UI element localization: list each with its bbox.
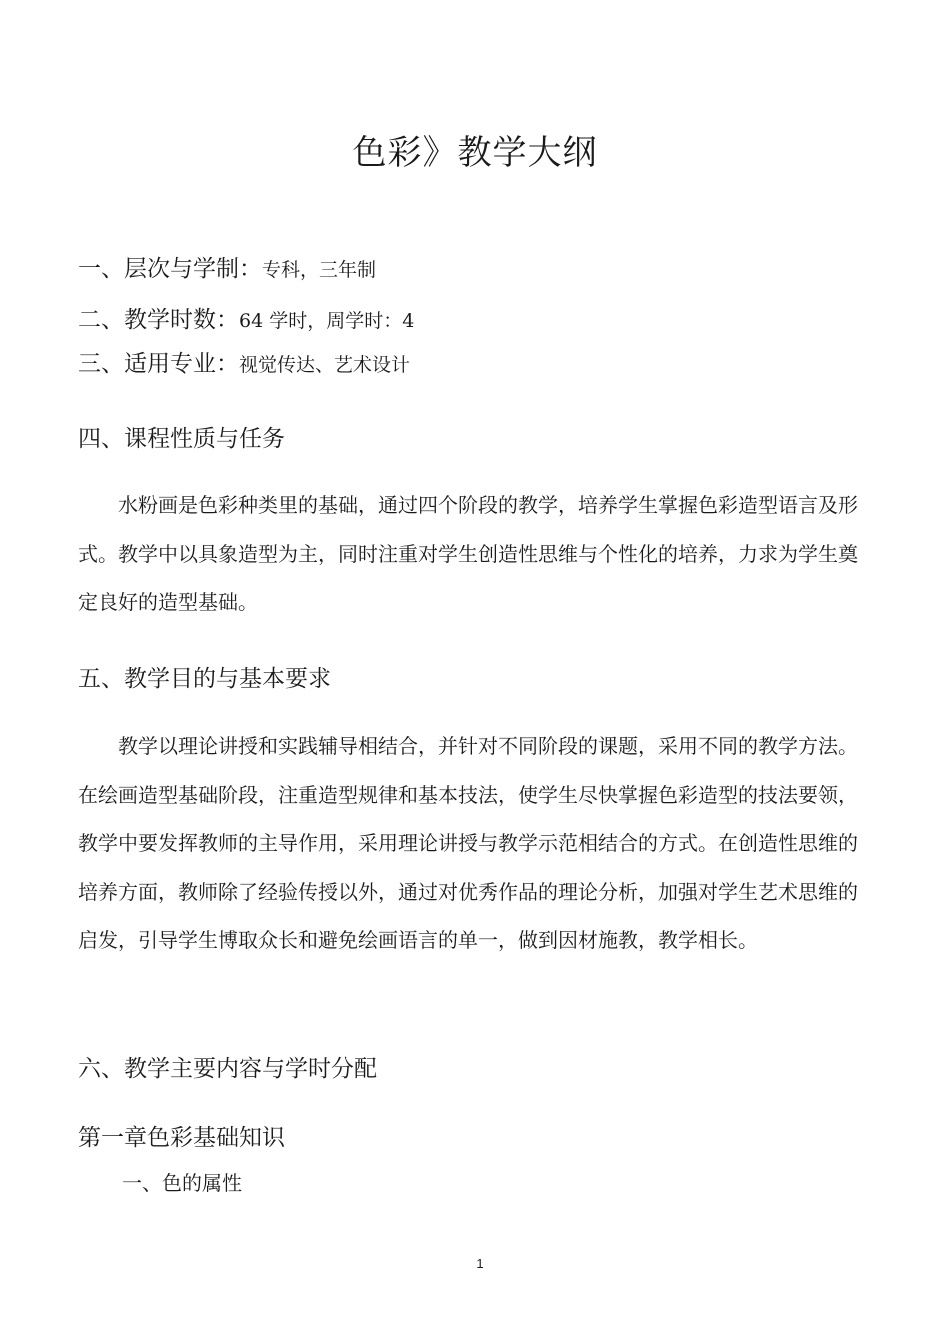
info-major-value: 视觉传达、艺术设计 [239, 354, 411, 376]
section5-heading: 五、教学目的与基本要求 [78, 666, 331, 692]
document-title: 色彩》教学大纲 [352, 133, 598, 173]
info-hours-value: 64 学时，周学时：4 [239, 310, 415, 332]
info-hours-label: 二、教学时数： [78, 307, 239, 333]
section4-body: 水粉画是色彩种类里的基础，通过四个阶段的教学，培养学生掌握色彩造型语言及形式。教学中以具象造型为主，同时注重对学生创造性思维与个性化的培养，力求为学生奠定良好的造型基础。 [78, 493, 858, 614]
info-level [78, 252, 376, 287]
section6-heading: 六、教学主要内容与学时分配 [78, 1056, 377, 1082]
chapter1-heading: 第一章色彩基础知识 [78, 1125, 285, 1151]
info-major-label: 三、适用专业： [78, 351, 239, 377]
section5-body: 教学以理论讲授和实践辅导相结合，并针对不同阶段的课题，采用不同的教学方法。在绘画造型基础阶段，注重造型规律和基本技法，使学生尽快掌握色彩造型的技法要领，教学中要发挥教师的主导作用，采用理论讲授与教学示范相结合的方式。在创造性思维的培养方面，教师除了经验传授以外，通过对优秀作品的理论分析，加强对学生艺术思维的启发，引导学生博取众长和避免绘画语言的单一，做到因材施教，教学相长。 [78, 734, 858, 952]
info-major [78, 347, 410, 382]
section4-heading: 四、课程性质与任务 [78, 426, 285, 452]
info-level-label: 一、层次与学制： [78, 256, 262, 282]
chapter1-subsection: 一、色的属性 [122, 1171, 242, 1195]
page-number: 1 [476, 1256, 484, 1271]
info-level-value: 专科，三年制 [262, 259, 377, 281]
info-hours [78, 303, 414, 338]
